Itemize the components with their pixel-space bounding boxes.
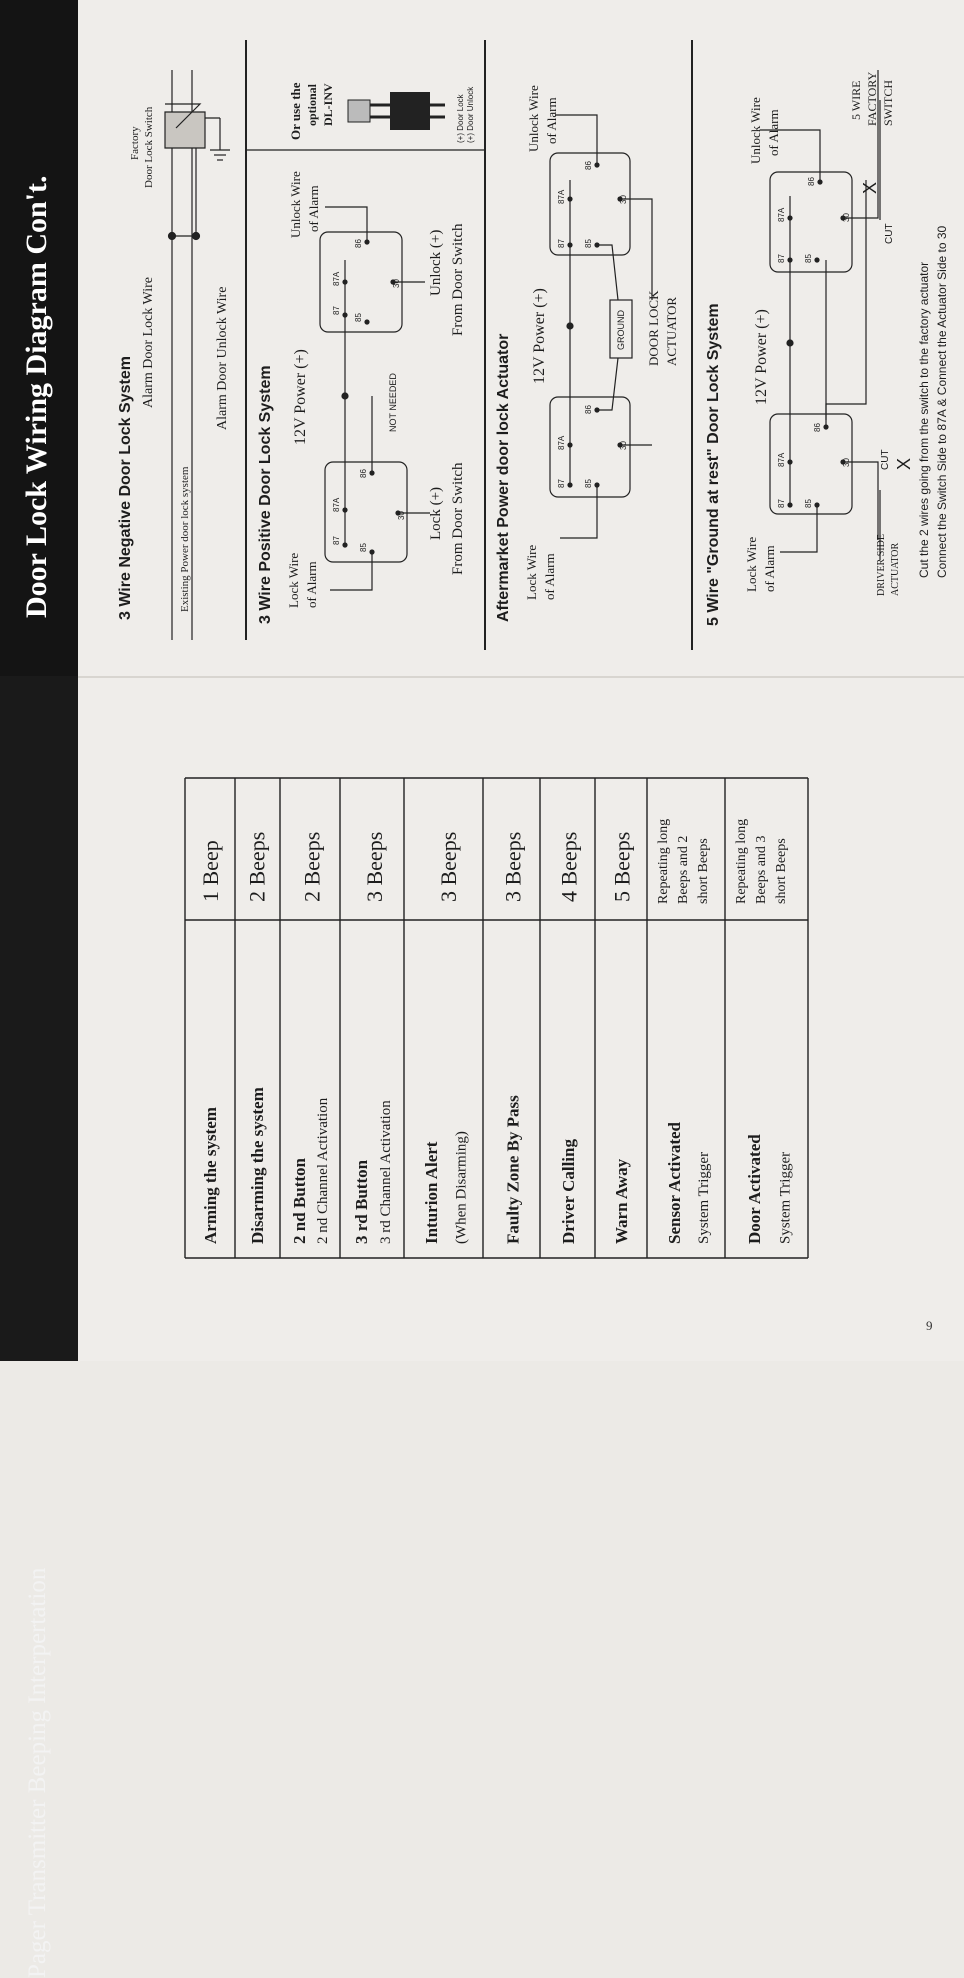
switch-label: Factory xyxy=(129,126,141,160)
table-row xyxy=(245,832,270,1244)
wire-label: Unlock Wire xyxy=(526,85,541,152)
beep-count: Beeps and 3 xyxy=(754,835,769,904)
relay-pin-label: 30 xyxy=(397,511,406,520)
switch-label: SWITCH xyxy=(881,80,895,126)
pager-title: Pager Transmitter Beeping Interpertation xyxy=(24,1567,51,1978)
actuator-label: ACTUATOR xyxy=(664,296,679,366)
table-row xyxy=(290,832,331,1244)
relay-pin-label: 86 xyxy=(584,405,593,414)
relay-pin-label: 86 xyxy=(359,469,368,478)
event-subtext: 2 nd Channel Activation xyxy=(314,1097,331,1244)
table-row xyxy=(556,832,581,1244)
relay-pin-label: 87 xyxy=(332,536,341,545)
relay-pin-label: 30 xyxy=(392,279,401,288)
note-line: Connect the Switch Side to 87A & Connect the Actuator Side to 30 xyxy=(935,225,949,578)
switch-label: Door Lock Switch xyxy=(143,106,155,188)
optional-label: Or use the xyxy=(288,82,303,140)
relay-pin-label: 87 xyxy=(777,254,786,263)
event-name: Arming the system xyxy=(201,1107,220,1244)
optional-label: optional xyxy=(305,83,319,126)
wire-label: Unlock Wire xyxy=(748,97,763,164)
wiring-title: Door Lock Wiring Diagram Con't. xyxy=(20,175,53,618)
wire-label: of Alarm xyxy=(542,553,557,600)
relay-pin-label: 87A xyxy=(332,497,341,512)
table-row xyxy=(609,832,634,1244)
beep-count: 5 Beeps xyxy=(609,831,635,902)
section-heading: 3 Wire Negative Door Lock System xyxy=(117,356,134,620)
event-name: Sensor Activated xyxy=(664,1122,684,1244)
switch-label: FACTORY xyxy=(865,71,879,126)
not-needed-label: NOT NEEDED xyxy=(388,373,398,432)
wire-label: Existing Power door lock system xyxy=(179,466,191,612)
actuator-label: DRIVER SIDE xyxy=(876,534,887,596)
cut-x: X xyxy=(894,457,914,470)
optional-label: DL-INV xyxy=(321,83,335,126)
event-name: Disarming the system xyxy=(247,1087,267,1244)
relay-pin-label: 86 xyxy=(354,239,363,248)
relay-pin-label: 86 xyxy=(807,177,816,186)
cut-x: X xyxy=(860,181,880,194)
diagram-labels xyxy=(117,71,949,626)
relay-pin-label: 30 xyxy=(619,441,628,450)
relay-pin-label: 87A xyxy=(777,452,786,467)
table-row xyxy=(656,819,712,1244)
beep-count: short Beeps xyxy=(774,838,789,904)
event-subtext: System Trigger xyxy=(777,1151,794,1244)
event-name: 3 rd Button xyxy=(351,1159,371,1244)
relay-pin-label: 87 xyxy=(557,239,566,248)
wire-label: of Alarm xyxy=(304,561,319,608)
wire-label: Lock Wire xyxy=(286,552,301,608)
page-number: 9 xyxy=(926,1318,933,1333)
power-label: 12V Power (+) xyxy=(531,288,548,384)
beep-count: 4 Beeps xyxy=(556,831,582,902)
relay-pin-label: 87 xyxy=(777,499,786,508)
wire-label: of Alarm xyxy=(544,97,559,144)
relay-pin-label: 87 xyxy=(557,479,566,488)
table-row xyxy=(422,832,469,1244)
event-name: Warn Away xyxy=(612,1158,632,1244)
event-subtext: 3 rd Channel Activation xyxy=(377,1100,394,1244)
beep-count: short Beeps xyxy=(696,838,711,904)
event-subtext: (When Disarming) xyxy=(453,1131,470,1244)
wire-label: Alarm Door Unlock Wire xyxy=(215,286,230,430)
event-name: 2 nd Button xyxy=(290,1158,310,1244)
note-line: Cut the 2 wires going from the switch to the factory actuator xyxy=(917,261,931,578)
switch-label: From Door Switch xyxy=(450,223,466,336)
relay-pin-label: 85 xyxy=(354,313,363,322)
dl-inv-pin: (+) Door Lock xyxy=(456,94,465,143)
relay-pin-label: 87 xyxy=(332,306,341,315)
dl-inv-pin: (+) Door Unlock xyxy=(466,86,475,143)
table-row xyxy=(501,832,526,1244)
relay-pin-label: 87A xyxy=(557,435,566,450)
section-heading: Aftermarket Power door lock Actuator xyxy=(495,333,512,622)
event-name: Faulty Zone By Pass xyxy=(503,1095,523,1244)
relay-pin-label: 85 xyxy=(584,479,593,488)
beep-count: 2 Beeps xyxy=(244,831,270,902)
cut-label: CUT xyxy=(880,449,891,470)
switch-label: 5 WIRE xyxy=(849,80,863,120)
beep-count: Repeating long xyxy=(734,818,749,904)
beep-count: 3 Beeps xyxy=(362,831,388,902)
relay-pin-label: 30 xyxy=(842,213,851,222)
actuator-label: ACTUATOR xyxy=(890,542,901,596)
beep-count: Repeating long xyxy=(656,818,671,904)
switch-label: Unlock (+) xyxy=(428,229,444,296)
event-subtext: System Trigger xyxy=(695,1151,712,1244)
wire-label: Alarm Door Lock Wire xyxy=(141,277,156,408)
relay-pin-label: 85 xyxy=(584,239,593,248)
beep-count: 2 Beeps xyxy=(299,831,325,902)
switch-label: From Door Switch xyxy=(450,462,466,575)
event-name: Door Activated xyxy=(744,1134,764,1244)
section-heading: 5 Wire "Ground at rest" Door Lock System xyxy=(705,303,722,626)
power-label: 12V Power (+) xyxy=(292,349,309,445)
relay-pin-label: 30 xyxy=(842,458,851,467)
relay-pin-label: 86 xyxy=(584,161,593,170)
relay-pin-label: 86 xyxy=(813,423,822,432)
table-row xyxy=(734,819,794,1244)
beep-count: 3 Beeps xyxy=(436,831,462,902)
relay-pin-label: 85 xyxy=(359,543,368,552)
table-row xyxy=(352,832,394,1244)
relay-pin-label: 85 xyxy=(804,499,813,508)
actuator-label: DOOR LOCK xyxy=(646,290,661,366)
relay-pin-label: 30 xyxy=(619,195,628,204)
event-name: Driver Calling xyxy=(559,1139,579,1244)
wire-label: Unlock Wire xyxy=(288,171,303,238)
beep-count: 1 Beep xyxy=(198,840,223,902)
relay-pin-label: 85 xyxy=(804,254,813,263)
wire-label: of Alarm xyxy=(306,185,321,232)
wire-label: Lock Wire xyxy=(524,544,539,600)
beep-count: Beeps and 2 xyxy=(676,835,691,904)
relay-pin-label: 87A xyxy=(332,271,341,286)
beep-table xyxy=(185,778,808,1258)
ground-label: GROUND xyxy=(616,310,626,350)
switch-label: Lock (+) xyxy=(428,486,444,540)
wire-label: Lock Wire xyxy=(744,536,759,592)
section-heading: 3 Wire Positive Door Lock System xyxy=(257,365,274,624)
table-row xyxy=(198,840,223,1244)
relay-pin-label: 87A xyxy=(557,189,566,204)
wire-label: of Alarm xyxy=(762,545,777,592)
cut-label: CUT xyxy=(884,223,895,244)
event-name: Inturion Alert xyxy=(422,1141,442,1244)
dl-inv-module xyxy=(348,92,445,130)
beep-count: 3 Beeps xyxy=(500,831,526,902)
wire-label: of Alarm xyxy=(766,109,781,156)
power-label: 12V Power (+) xyxy=(753,309,770,405)
relay-pin-label: 87A xyxy=(777,207,786,222)
